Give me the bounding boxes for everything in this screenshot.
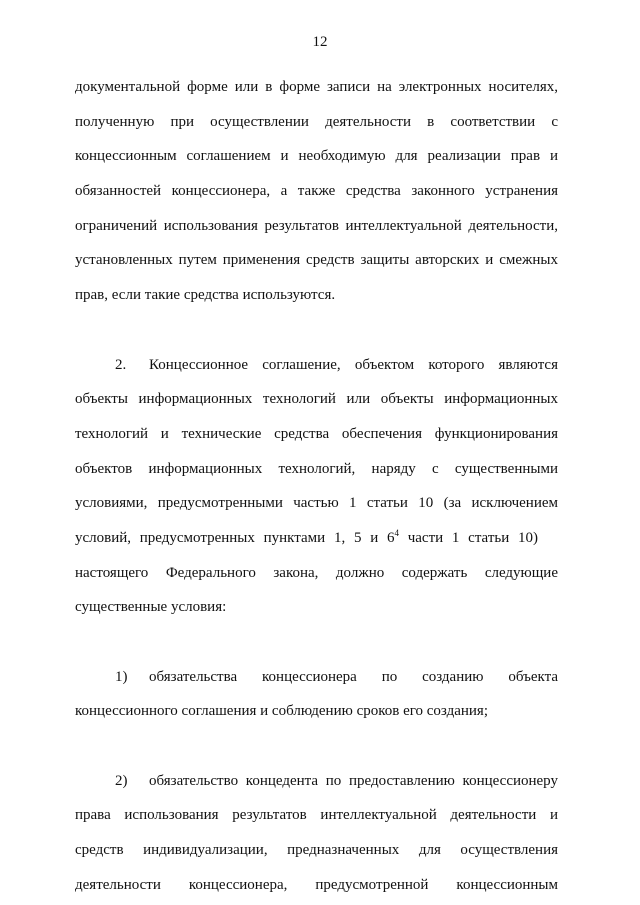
paragraph-number: 2. bbox=[115, 356, 127, 373]
text-segment: части 1 статьи 10) bbox=[398, 529, 538, 546]
page-number: 12 bbox=[312, 34, 328, 50]
text-line: технологий и технические средства обеспечения функционирования bbox=[75, 425, 558, 442]
text-segment: условий, предусмотренных пунктами 1, 5 и 6 bbox=[75, 529, 395, 546]
text-line: объектов информационных технологий, наряду с существенными bbox=[75, 460, 558, 477]
paragraph-gap bbox=[75, 313, 558, 348]
text-line: документальной форме или в форме записи на электронных носителях, bbox=[75, 79, 558, 95]
text-line: существенные условия: bbox=[75, 599, 227, 616]
text-line: концессионным соглашением и необходимую для реализации прав и bbox=[75, 148, 558, 165]
text-line: настоящего Федерального закона, должно содержать следующие bbox=[75, 564, 558, 581]
list-marker: 1) bbox=[115, 668, 128, 685]
paragraph-2 bbox=[75, 348, 558, 626]
text-line-content: обязательство концедента по предоставлению концессионеру bbox=[149, 772, 558, 789]
text-line: условиями, предусмотренными частью 1 статьи 10 (за исключением bbox=[75, 495, 558, 512]
text-line: права использования результатов интеллектуальной деятельности и bbox=[75, 807, 558, 824]
superscript: 4 bbox=[394, 527, 399, 538]
text-line: деятельности концессионера, предусмотренной концессионным bbox=[75, 876, 558, 893]
text-line: прав, если такие средства используются. bbox=[75, 287, 336, 304]
list-item-2 bbox=[75, 764, 558, 903]
text-line-content: обязательства концессионера по созданию объекта bbox=[149, 668, 558, 685]
text-line bbox=[75, 660, 558, 695]
list-marker: 2) bbox=[115, 772, 128, 789]
paragraph-gap bbox=[75, 729, 558, 764]
text-line: обязанностей концессионера, а также средства законного устранения bbox=[75, 183, 558, 200]
text-line: объекты информационных технологий или объекты информационных bbox=[75, 391, 558, 408]
text-line bbox=[75, 348, 558, 383]
document-body bbox=[75, 70, 558, 903]
text-line: средств индивидуализации, предназначенных для осуществления bbox=[75, 842, 558, 859]
text-line: ограничений использования результатов интеллектуальной деятельности, bbox=[75, 217, 558, 234]
paragraph-gap bbox=[75, 625, 558, 660]
text-line: установленных путем применения средств защиты авторских и смежных bbox=[75, 252, 558, 269]
text-line-content: Концессионное соглашение, объектом которого являются bbox=[149, 356, 558, 373]
text-line bbox=[75, 764, 558, 799]
paragraph-continuation bbox=[75, 70, 558, 313]
text-line: концессионного соглашения и соблюдению сроков его создания; bbox=[75, 703, 488, 720]
list-item-1 bbox=[75, 660, 558, 729]
text-line: полученную при осуществлении деятельности в соответствии с bbox=[75, 113, 558, 130]
text-line bbox=[75, 521, 558, 556]
